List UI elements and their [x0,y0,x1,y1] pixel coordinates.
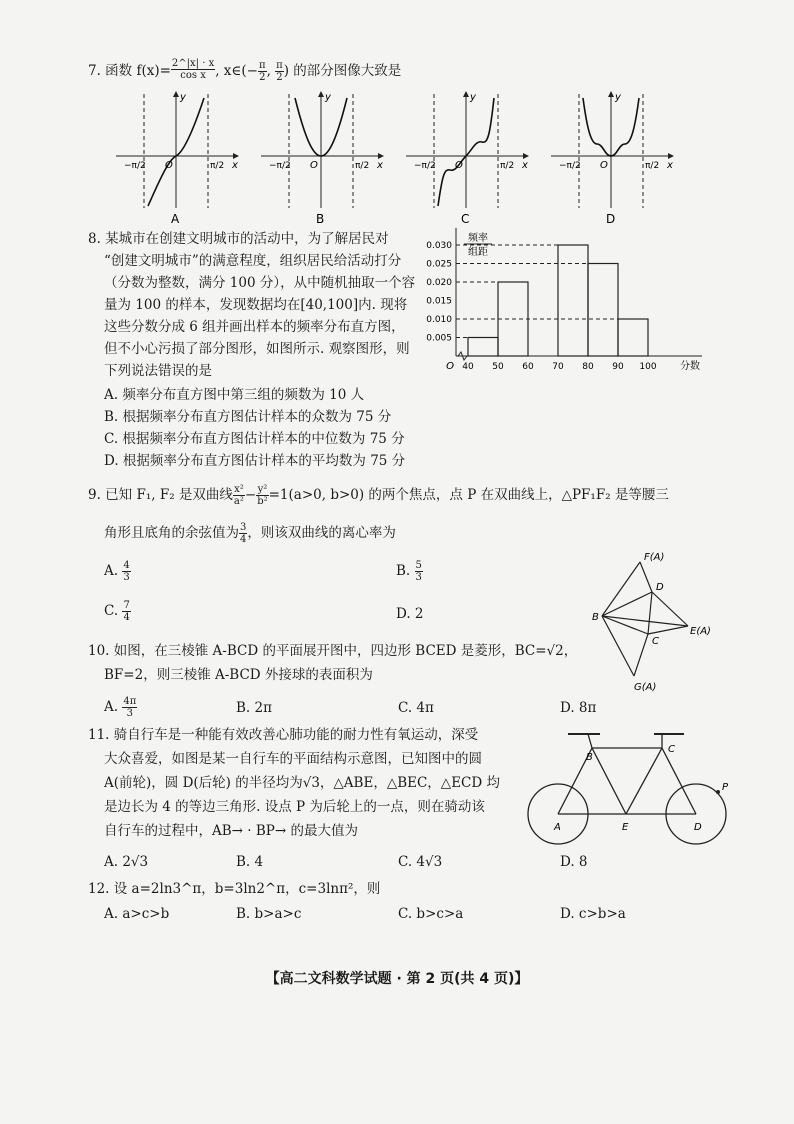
frequency-histogram [420,228,710,378]
q8-line-4: 量为 100 的样本，发现数据均在[40,100]内. 现将 [104,297,408,313]
q8-option-a: A. 频率分布直方图中第三组的频数为 10 人 [104,387,365,403]
y-tick-0.010: 0.010 [426,315,452,325]
q12-option-a: A. a>c>b [104,906,170,922]
svg-text:O: O [600,160,608,171]
bar-80-90 [588,264,618,357]
svg-text:y: y [180,92,186,103]
y-axis-label-top: 频率 [468,233,488,244]
svg-text:G(A): G(A) [634,682,657,693]
q7-label-a: A [171,212,180,226]
x-tick-40: 40 [462,362,474,372]
y-tick-0.030: 0.030 [426,241,452,251]
svg-text:y: y [325,92,331,103]
q7-graph-b [261,92,383,226]
q7-graph-d [551,92,673,226]
svg-text:−π/2: −π/2 [559,161,581,171]
q10-option-d: D. 8π [560,700,597,716]
q9-option-a: A. $\frac{4}{3}$ [104,560,130,583]
x-tick-80: 80 [582,362,594,372]
q11-line-3: A(前轮)，圆 D(后轮) 的半径均为√3，△ABE，△BEC，△ECD 均 [104,775,500,791]
x-tick-100: 100 [639,362,657,372]
svg-text:D: D [656,582,664,593]
q10-option-c: C. 4π [398,700,434,716]
q12-option-c: C. b>c>a [398,906,464,922]
svg-text:P: P [722,782,729,793]
q7-label-d: D [606,212,616,226]
svg-text:π/2: π/2 [210,161,225,171]
svg-text:C: C [652,636,659,647]
q11-line-4: 是边长为 4 的等边三角形. 设点 P 为后轮上的一点，则在骑动该 [104,799,485,815]
svg-text:B: B [592,612,599,623]
svg-text:x: x [232,160,238,171]
svg-text:y: y [615,92,621,103]
q8-option-c: C. 根据频率分布直方图估计样本的中位数为 75 分 [104,431,405,447]
x-axis-label: 分数 [680,361,700,372]
q10-line-2: BF=2，则三棱锥 A-BCD 外接球的表面积为 [104,667,373,683]
q9-option-d: D. 2 [396,606,424,622]
origin-label: O [446,361,454,372]
y-tick-0.025: 0.025 [426,259,452,270]
svg-text:−π/2: −π/2 [124,161,146,171]
x-tick-90: 90 [612,362,624,372]
svg-text:A: A [554,822,561,833]
q12-option-d: D. c>b>a [560,906,626,922]
y-tick-0.015: 0.015 [426,296,452,307]
q12-option-b: B. b>a>c [236,906,302,922]
q12-stem: 12. 设 a=2ln3^π，b=3ln2^π，c=3lnπ²，则 [88,881,381,897]
q11-option-a: A. 2√3 [104,854,149,870]
svg-text:O: O [310,160,318,171]
q9-line-2: 角形且底角的余弦值为 $\frac{3}{4}$ ，则该双曲线的离心率为 [104,522,396,545]
bar-90-100 [618,319,648,356]
x-tick-60: 60 [522,362,534,372]
q9-option-c: C. $\frac{7}{4}$ [104,600,130,623]
q11-line-1: 11. 骑自行车是一种能有效改善心肺功能的耐力性有氧运动，深受 [88,727,479,743]
svg-text:B: B [586,752,593,763]
q7-graphs [108,88,673,228]
q11-line-2: 大众喜爱，如图是某一自行车的平面结构示意图，已知图中的圆 [104,751,482,767]
q11-line-5: 自行车的过程中，AB→ · BP→ 的最大值为 [104,823,358,839]
q8-option-d: D. 根据频率分布直方图估计样本的平均数为 75 分 [104,453,406,469]
svg-text:x: x [377,160,383,171]
q7-stem: 7. 函数 f(x)= $\frac{2\^{}|x| \cdot x}{\text{cos x}}$ , x∈(− $\frac{\pi}{2}$ , $\frac{\pi}{2}$ ) 的部分图像大致是 [88,58,402,83]
q7-graph-a [116,92,238,226]
svg-text:E: E [622,822,629,833]
q9-option-b: B. $\frac{5}{3}$ [396,560,422,583]
svg-text:π/2: π/2 [355,161,370,171]
svg-text:π/2: π/2 [500,161,515,171]
q10-option-a: A. $\frac{4\pi}{3}$ [104,696,137,719]
y-tick-0.020: 0.020 [426,278,452,288]
q8-option-b: B. 根据频率分布直方图估计样本的众数为 75 分 [104,409,392,425]
svg-text:π/2: π/2 [645,161,660,171]
q11-bicycle-figure [528,726,738,850]
bar-70-80 [558,245,588,356]
q9-line-1: 9. 已知 F₁, F₂ 是双曲线 $\frac{\text{x²}}{\text{a²}}$ − $\frac{\text{y²}}{\text{b²}}$ =1(a>0, b>0) 的两个焦点，点 P 在双曲线上，△PF₁F₂ 是等腰三 [88,484,669,507]
q8-line-2: “创建文明城市”的满意程度，组织居民给活动打分 [104,253,402,269]
q8-line-3: （分数为整数，满分 100 分），从中随机抽取一个容 [104,275,416,291]
q8-line-7: 下列说法错误的是 [104,363,212,379]
q8-line-1: 8. 某城市在创建文明城市的活动中，为了解居民对 [88,231,389,247]
bar-40-50 [468,338,498,357]
svg-text:D: D [694,822,702,833]
page-footer: 【高二文科数学试题 · 第 2 页(共 4 页)】 [265,971,529,987]
svg-text:x: x [667,160,673,171]
q11-option-b: B. 4 [236,854,264,870]
q7-graph-c [406,92,528,226]
q11-option-d: D. 8 [560,854,588,870]
svg-text:y: y [470,92,476,103]
svg-text:F(A): F(A) [644,552,665,563]
x-tick-70: 70 [552,362,564,372]
svg-text:x: x [522,160,528,171]
q10-net-figure [590,548,720,698]
q10-line-1: 10. 如图，在三棱锥 A-BCD 的平面展开图中，四边形 BCED 是菱形，BC=√2， [88,643,578,659]
svg-text:−π/2: −π/2 [414,161,436,171]
y-tick-0.005: 0.005 [426,333,452,344]
q10-option-b: B. 2π [236,700,272,716]
y-axis-label-bottom: 组距 [468,247,488,258]
svg-text:C: C [668,744,675,755]
q11-option-c: C. 4√3 [398,854,443,870]
q7-label-b: B [316,212,325,226]
q7-label-c: C [461,212,470,226]
svg-text:O: O [165,160,173,171]
svg-text:E(A): E(A) [690,626,711,637]
x-tick-50: 50 [492,362,504,372]
svg-text:−π/2: −π/2 [269,161,291,171]
q8-line-6: 但不小心污损了部分图形，如图所示. 观察图形，则 [104,341,410,357]
q8-line-5: 这些分数分成 6 组并画出样本的频率分布直方图， [104,319,405,335]
svg-text:O: O [455,160,463,171]
